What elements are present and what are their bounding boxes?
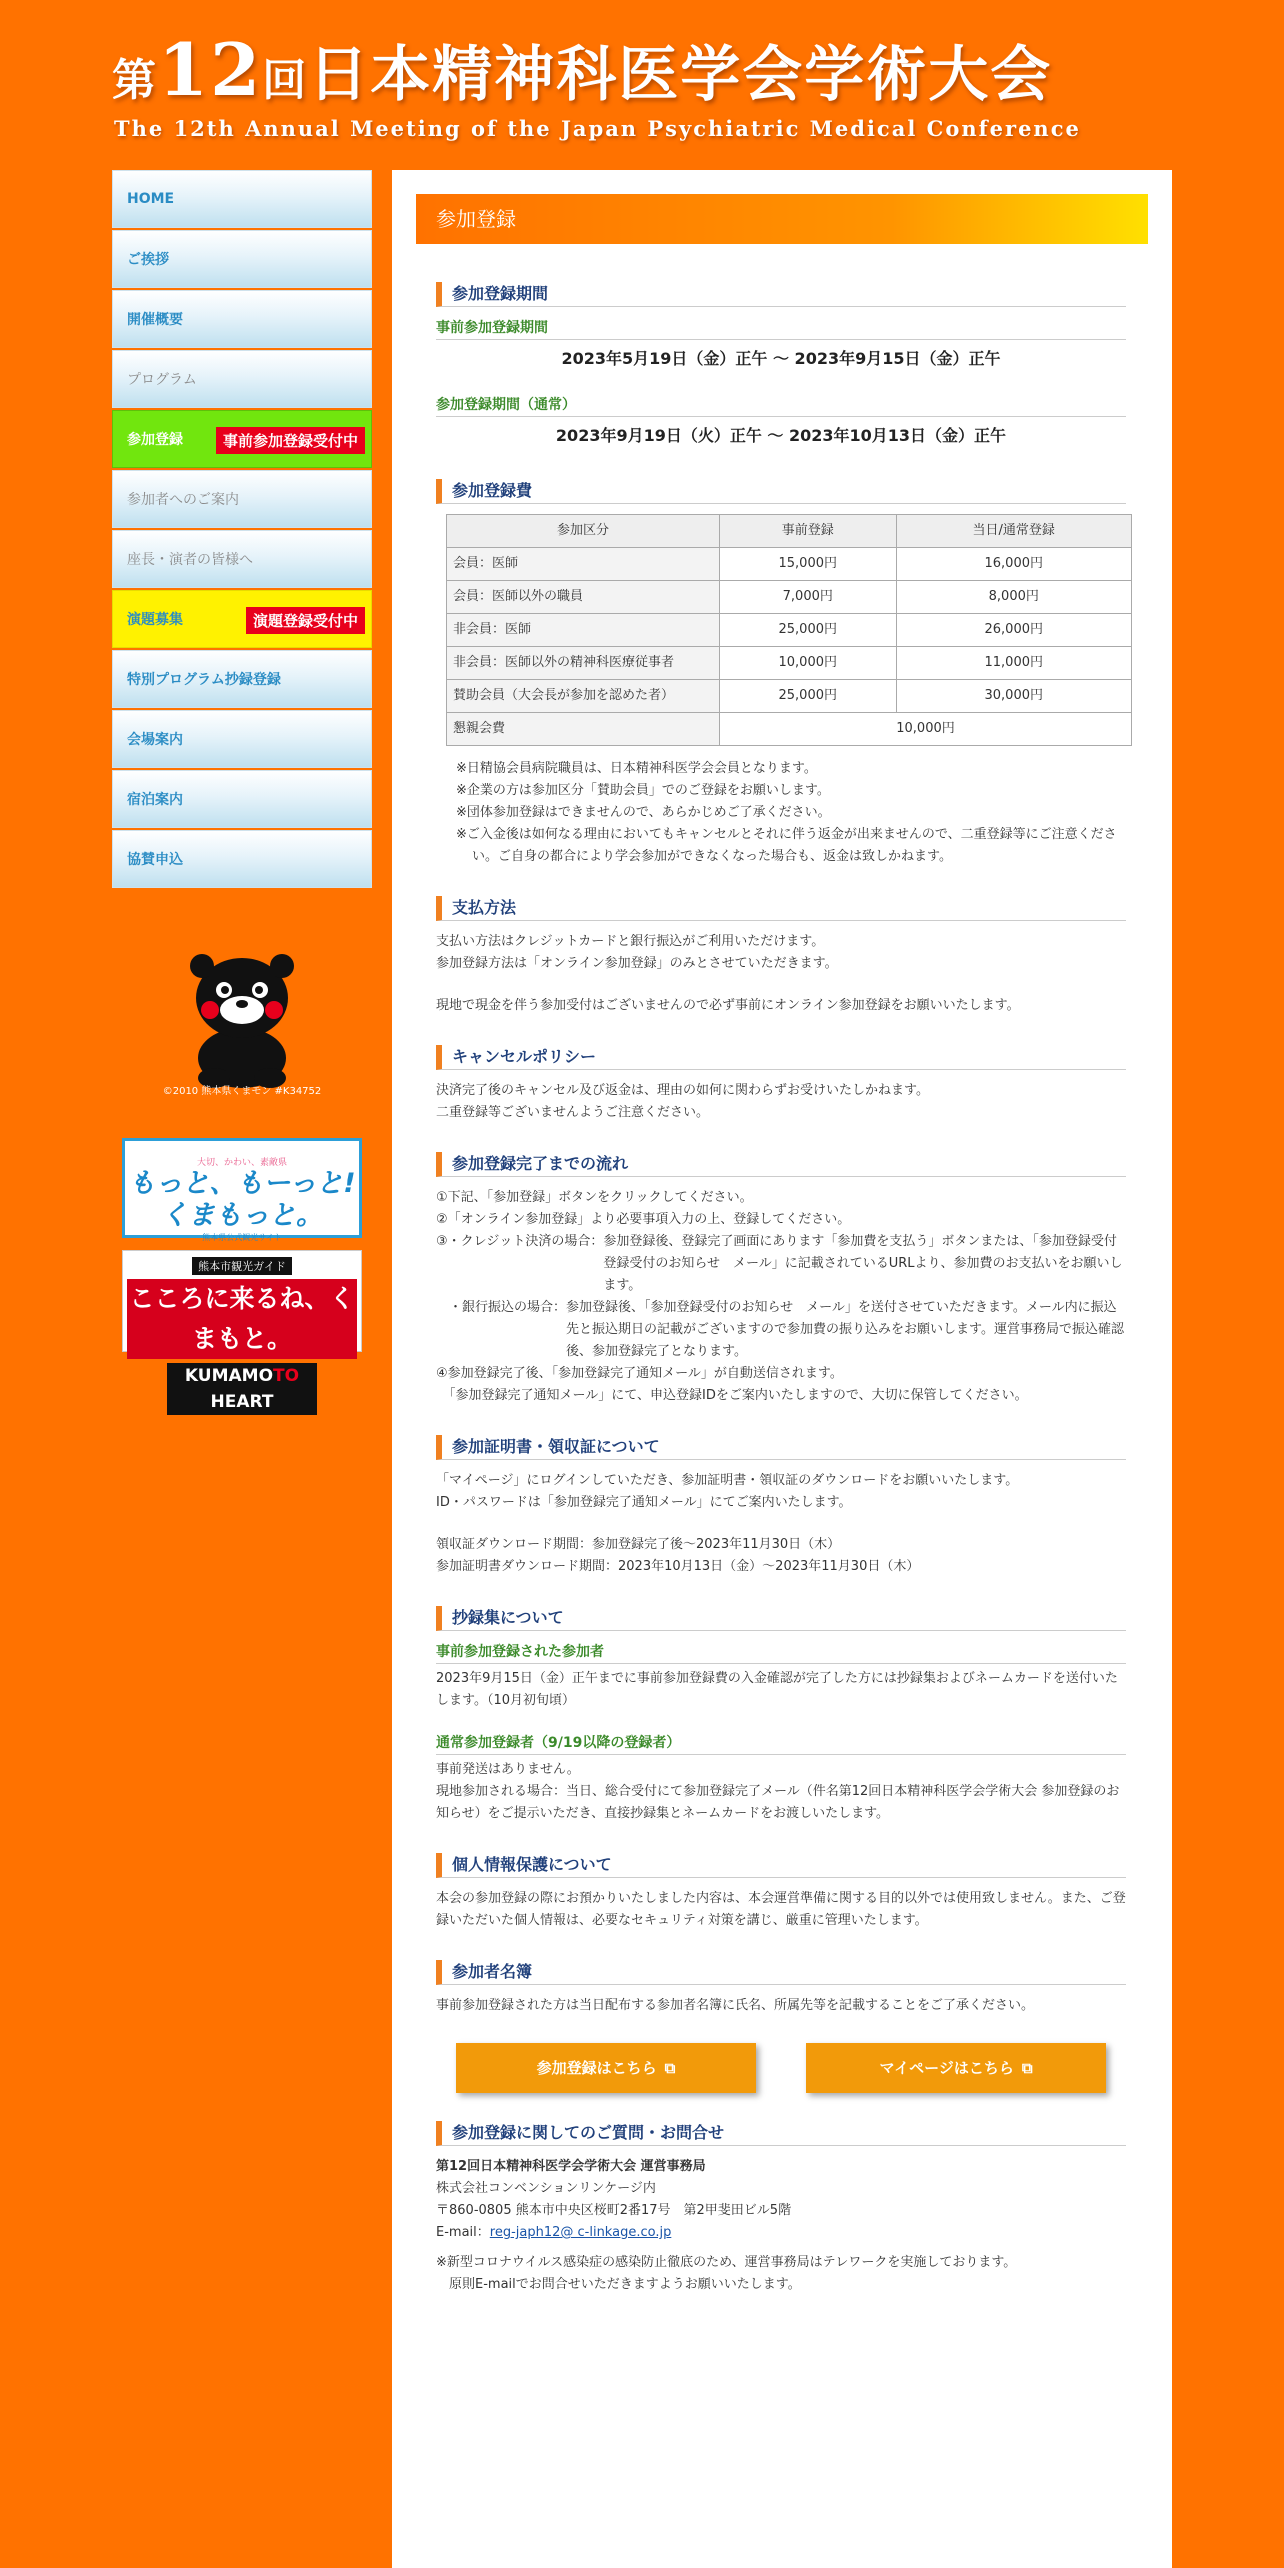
subheading-advance: 事前参加登録期間 bbox=[436, 317, 1126, 340]
sidebar-item-program[interactable] bbox=[112, 350, 372, 408]
flow-step-value: 参加登録後、「参加登録受付のお知らせ メール」を送付させていただきます。メール内に振込先と振込期日の記載がございますので参加費の振り込みをお願いします。運営事務局で振込確認後、参加登録完了となります。 bbox=[566, 1300, 1124, 1359]
section-heading-flow: 参加登録完了までの流れ bbox=[436, 1152, 1126, 1177]
sidebar-item-attendee-info[interactable] bbox=[112, 470, 372, 528]
flow-step: 「参加登録完了通知メール」にて、申込登録IDをご案内いたしますので、大切に保管してください。 bbox=[436, 1388, 1028, 1403]
section-heading-fee: 参加登録費 bbox=[436, 479, 1126, 504]
fee-note: ※ご入金後は如何なる理由においてもキャンセルとそれに伴う返金が出来ませんので、二重登録等にご注意ください。ご自身の都合により学会参加ができなくなった場合も、返金は致しかねます。 bbox=[456, 827, 1117, 864]
cancel-text: 二重登録等ございませんようご注意ください。 bbox=[436, 1105, 710, 1120]
column-header: 当日/通常登録 bbox=[896, 515, 1132, 548]
sidebar-item-label: 宿泊案内 bbox=[127, 792, 183, 808]
advance-period-value: 2023年5月19日（金）正午 ～ 2023年9月15日（金）正午 bbox=[561, 349, 1001, 368]
sidebar-item-overview[interactable] bbox=[112, 290, 372, 348]
banner-tag: 熊本市観光ガイド bbox=[192, 1257, 292, 1275]
flow-step: ①下記、「参加登録」ボタンをクリックしてください。 bbox=[436, 1190, 753, 1205]
kumamotto-banner[interactable] bbox=[122, 1138, 362, 1242]
table-cell: 非会員：医師以外の精神科医療従事者 bbox=[447, 647, 720, 680]
status-badge: 演題登録受付中 bbox=[246, 607, 365, 634]
sidebar-item-sponsorship[interactable] bbox=[112, 830, 372, 888]
heart-text-c: HEART bbox=[210, 1392, 274, 1412]
column-header: 参加区分 bbox=[447, 515, 720, 548]
content-body bbox=[436, 282, 1126, 2296]
fee-note: ※団体参加登録はできませんので、あらかじめご了承ください。 bbox=[456, 805, 831, 820]
sidebar-item-speakers[interactable] bbox=[112, 530, 372, 588]
flow-step-key: ・銀行振込の場合： bbox=[436, 1300, 567, 1315]
contact-note: ※新型コロナウイルス感染症の感染防止徹底のため、運営事務局はテレワークを実施しております。 bbox=[436, 2255, 1017, 2270]
fee-note: ※日精協会員病院職員は、日本精神科医学会会員となります。 bbox=[456, 761, 817, 776]
section-heading-cancel: キャンセルポリシー bbox=[436, 1045, 1126, 1070]
table-cell: 懇親会費 bbox=[447, 713, 720, 746]
title-number: 12 bbox=[158, 27, 263, 112]
mypage-button-label: マイページはこちら bbox=[879, 2059, 1014, 2077]
register-button-label: 参加登録はこちら bbox=[536, 2059, 657, 2077]
table-cell: 26,000円 bbox=[896, 614, 1132, 647]
banner-heart-logo bbox=[167, 1363, 317, 1415]
sidebar-item-label: 会場案内 bbox=[127, 732, 183, 748]
fee-table bbox=[446, 514, 1132, 746]
section-heading-privacy: 個人情報保護について bbox=[436, 1853, 1126, 1878]
sidebar-item-label: 開催概要 bbox=[127, 312, 183, 328]
table-cell: 賛助会員（大会長が参加を認めた者） bbox=[447, 680, 720, 713]
sidebar-item-label: ご挨拶 bbox=[127, 252, 169, 268]
table-header-row bbox=[447, 515, 1132, 548]
section-heading-abstract: 抄録集について bbox=[436, 1606, 1126, 1631]
roster-text: 事前参加登録された方は当日配布する参加者名簿に氏名、所属先等を記載することをご了承ください。 bbox=[436, 1998, 1035, 2013]
status-badge: 事前参加登録受付中 bbox=[216, 427, 365, 454]
section-heading-period: 参加登録期間 bbox=[436, 282, 1126, 307]
subheading-regular: 参加登録期間（通常） bbox=[436, 394, 1126, 417]
table-cell: 10,000円 bbox=[720, 713, 1132, 746]
sidebar-item-registration[interactable] bbox=[112, 410, 372, 468]
flow-step: ②「オンライン参加登録」より必要事項入力の上、登録してください。 bbox=[436, 1212, 851, 1227]
abstract-text: 2023年9月15日（金）正午までに事前参加登録費の入金確認が完了した方には抄録集およびネームカードを送付いたします。（10月初旬頃） bbox=[436, 1671, 1118, 1708]
external-link-icon: ⧉ bbox=[1021, 2059, 1033, 2077]
table-cell: 30,000円 bbox=[896, 680, 1132, 713]
privacy-text: 本会の参加登録の際にお預かりいたしました内容は、本会運営準備に関する目的以外では使用致しません。また、ご登録いただいた個人情報は、必要なセキュリティ対策を講じ、厳重に管理いたします。 bbox=[436, 1891, 1126, 1928]
table-row bbox=[447, 680, 1132, 713]
table-cell: 16,000円 bbox=[896, 548, 1132, 581]
table-cell: 会員：医師以外の職員 bbox=[447, 581, 720, 614]
action-buttons bbox=[436, 2043, 1126, 2093]
sidebar-item-call-for-abstracts[interactable] bbox=[112, 590, 372, 648]
banner-footer: 熊本県公式観光サイト bbox=[202, 1233, 282, 1242]
sidebar-item-label: HOME bbox=[127, 191, 175, 207]
sidebar-item-venue[interactable] bbox=[112, 710, 372, 768]
table-cell: 25,000円 bbox=[720, 680, 897, 713]
email-label: E-mail： bbox=[436, 2225, 490, 2240]
payment-text: 参加登録方法は「オンライン参加登録」のみとさせていただきます。 bbox=[436, 956, 838, 971]
certificate-text: 領収証ダウンロード期間：参加登録完了後～2023年11月30日（木） bbox=[436, 1537, 841, 1552]
abstract-text: 現地参加される場合：当日、総合受付にて参加登録完了メール（件名第12回日本精神科医学会学術大会 参加登録のお知らせ）をご提示いただき、直接抄録集とネームカードをお渡しいたします。 bbox=[436, 1784, 1120, 1821]
title-main: 日本精神科医学会学術大会 bbox=[308, 40, 1053, 110]
table-row bbox=[447, 713, 1132, 746]
site-title[interactable] bbox=[112, 27, 1053, 121]
external-link-icon: ⧉ bbox=[664, 2059, 676, 2077]
sidebar-item-greeting[interactable] bbox=[112, 230, 372, 288]
sidebar-item-special-program[interactable] bbox=[112, 650, 372, 708]
flow-step-key: ③・クレジット決済の場合： bbox=[436, 1234, 604, 1249]
subheading-advance-attendees: 事前参加登録された参加者 bbox=[436, 1641, 1126, 1664]
column-header: 事前登録 bbox=[720, 515, 897, 548]
banner-main-text: もっと、もーっと!くまもっと。 bbox=[128, 1168, 356, 1231]
cancel-text: 決済完了後のキャンセル及び返金は、理由の如何に関わらずお受けいたしかねます。 bbox=[436, 1083, 929, 1098]
site-header bbox=[112, 27, 1172, 150]
table-cell: 25,000円 bbox=[720, 614, 897, 647]
title-mid: 回 bbox=[262, 55, 309, 106]
certificate-text: ID・パスワードは「参加登録完了通知メール」にてご案内いたします。 bbox=[436, 1495, 852, 1510]
mypage-button[interactable] bbox=[806, 2043, 1106, 2093]
section-heading-certificate: 参加証明書・領収証について bbox=[436, 1435, 1126, 1460]
site-subtitle: The 12th Annual Meeting of the Japan Psychiatric Medical Conference bbox=[114, 116, 1081, 141]
banner-main-text: こころに来るね、くまもと。 bbox=[127, 1279, 357, 1359]
table-cell: 11,000円 bbox=[896, 647, 1132, 680]
heart-text-a: KUMAMO bbox=[184, 1366, 274, 1386]
sidebar bbox=[112, 170, 372, 1412]
fee-note: ※企業の方は参加区分「賛助会員」でのご登録をお願いします。 bbox=[456, 783, 830, 798]
table-row bbox=[447, 647, 1132, 680]
main-content bbox=[392, 170, 1172, 2568]
table-row bbox=[447, 614, 1132, 647]
title-prefix: 第 bbox=[112, 55, 158, 106]
contact-org: 第12回日本精神科医学会学術大会 運営事務局 bbox=[436, 2159, 706, 2174]
sidebar-item-label: 参加登録 bbox=[127, 432, 183, 448]
flow-step bbox=[436, 1231, 1126, 1297]
abstract-text: 事前発送はありません。 bbox=[436, 1762, 580, 1777]
sidebar-item-label: プログラム bbox=[127, 372, 197, 388]
sidebar-item-label: 協賛申込 bbox=[127, 852, 183, 868]
payment-text: 支払い方法はクレジットカードと銀行振込がご利用いただけます。 bbox=[436, 934, 825, 949]
sidebar-item-accommodation[interactable] bbox=[112, 770, 372, 828]
flow-step bbox=[436, 1297, 1126, 1363]
sidebar-item-label: 特別プログラム抄録登録 bbox=[127, 672, 281, 688]
table-cell: 7,000円 bbox=[720, 581, 897, 614]
table-row bbox=[447, 581, 1132, 614]
sidebar-item-label: 参加者へのご案内 bbox=[127, 492, 239, 508]
banner-tagline: 大切、かわい、素敵県 bbox=[196, 1158, 287, 1168]
table-row bbox=[447, 548, 1132, 581]
sidebar-item-label: 演題募集 bbox=[127, 612, 183, 628]
sidebar-item-home[interactable] bbox=[112, 170, 372, 228]
contact-company: 株式会社コンベンションリンケージ内 bbox=[436, 2181, 656, 2196]
flow-step: ④参加登録完了後、「参加登録完了通知メール」が自動送信されます。 bbox=[436, 1366, 843, 1381]
contact-note: 原則E-mailでお問合せいただきますようお願いいたします。 bbox=[436, 2277, 801, 2292]
section-heading-roster: 参加者名簿 bbox=[436, 1960, 1126, 1985]
contact-address: 〒860-0805 熊本市中央区桜町2番17号 第2甲斐田ビル5階 bbox=[436, 2203, 792, 2218]
certificate-text: 参加証明書ダウンロード期間：2023年10月13日（金）～2023年11月30日（木） bbox=[436, 1559, 920, 1574]
kumamoto-heart-banner[interactable] bbox=[122, 1250, 362, 1412]
table-cell: 非会員：医師 bbox=[447, 614, 720, 647]
register-button[interactable] bbox=[456, 2043, 756, 2093]
table-cell: 8,000円 bbox=[896, 581, 1132, 614]
heart-text-b: TO bbox=[273, 1366, 300, 1386]
flow-step-value: 参加登録後、登録完了画面にあります「参加費を支払う」ボタンまたは、「参加登録受付登録受付のお知らせ メール」に記載されているURLより、参加費のお支払いをお願いします。 bbox=[603, 1234, 1123, 1293]
certificate-text: 「マイページ」にログインしていただき、参加証明書・領収証のダウンロードをお願いいたします。 bbox=[436, 1473, 1019, 1488]
table-cell: 15,000円 bbox=[720, 548, 897, 581]
section-heading-payment: 支払方法 bbox=[436, 896, 1126, 921]
contact-email-row bbox=[436, 2222, 1126, 2244]
email-link[interactable]: reg-japh12@ c-linkage.co.jp bbox=[489, 2225, 672, 2240]
subheading-regular-attendees: 通常参加登録者（9/19以降の登録者） bbox=[436, 1732, 1126, 1755]
page-title: 参加登録 bbox=[416, 194, 1148, 244]
sidebar-item-label: 座長・演者の皆様へ bbox=[127, 552, 253, 568]
payment-text: 現地で現金を伴う参加受付はございませんので必ず事前にオンライン参加登録をお願いいたします。 bbox=[436, 998, 1020, 1013]
section-heading-contact: 参加登録に関してのご質問・お問合せ bbox=[436, 2121, 1126, 2146]
kumamon-credit: ©2010 熊本県くまモン #K34752 bbox=[162, 1086, 322, 1097]
regular-period-value: 2023年9月19日（火）正午 ～ 2023年10月13日（金）正午 bbox=[555, 426, 1007, 445]
table-cell: 10,000円 bbox=[720, 647, 897, 680]
kumamon-mascot-image bbox=[174, 940, 310, 1090]
table-cell: 会員：医師 bbox=[447, 548, 720, 581]
